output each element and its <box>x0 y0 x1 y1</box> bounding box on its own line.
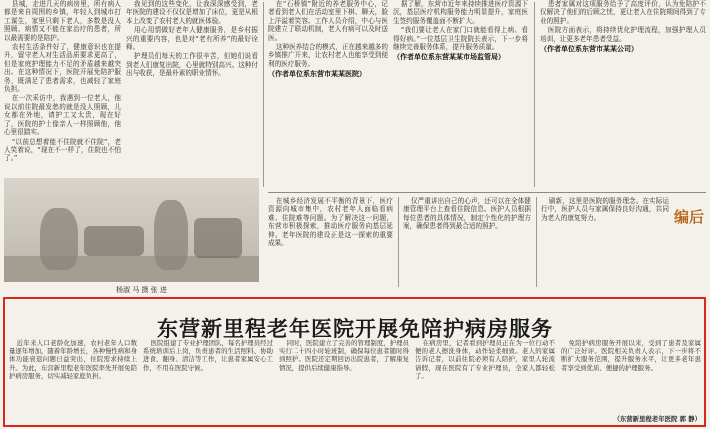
news-photo <box>4 178 259 282</box>
article-paragraph: 在城乡经济发展不平衡的背景下，医疗资源向城市集中，农村老年人面临看病难、住院难等问题。为了解决这一问题，东营市积极探索，推动医疗服务向基层延伸。老年医院的建设正是这一探索的重要成果。 <box>268 197 393 248</box>
feature-column <box>415 339 555 423</box>
feature-column <box>561 339 701 413</box>
article-paragraph: 医院方面表示，将持续优化护理流程，加强护理人员培训，让更多老年患者受益。 <box>540 26 706 43</box>
article-paragraph: “以前总想着能不住院就不住院”，老人笑着说，“现在不一样了，住院也不怕了。” <box>4 137 121 163</box>
article-paragraph: 患者家属对这项服务给予了高度评价，认为免陪护不仅解决了他们的后顾之忧，更让老人在住院期间得到了专业的照护。 <box>540 0 706 25</box>
author-credit: （作者单位系东营市某某医院） <box>268 70 366 79</box>
feature-column <box>143 339 273 423</box>
article-paragraph: 用心用情做好老年人健康服务，是乡村振兴的重要内容，也是对“老有所养”的最好诠释。 <box>126 26 258 52</box>
middle-column-c <box>541 197 669 289</box>
column-divider <box>534 2 535 187</box>
article-paragraph: 医院组建了专业护理团队，每名护理员经过系统培训后上岗，负责患者的生活照料、协助进食、翻身、清洁等工作，让患者家属安心工作，不用在医院守候。 <box>143 339 273 372</box>
article-paragraph: 县城，走进几天的病房里，所有病人都是来自周围的乡镇，年轻人到城市打工谋生，家里只剩下老人，多数是没人照顾、病情又不能在家治疗的患者，所以最需要的是陪护。 <box>4 0 121 42</box>
article-paragraph: 护理员们每天的工作很辛苦，但她们说看到老人们康复出院，心里就特别高兴。这种付出与收获，是最朴素的职业情怀。 <box>126 52 258 78</box>
article-column-4 <box>393 0 528 188</box>
article-paragraph: 在一次采访中，我遇到一位老人，他说以前住院最发愁的就是没人照顾，儿女都在外地，请护工又太贵，现在好了，医院的护士像亲人一样照顾他，他心里很踏实。 <box>4 94 121 137</box>
column-divider <box>263 2 264 187</box>
middle-column-b <box>403 197 531 289</box>
article-column-1 <box>4 0 121 176</box>
article-column-5 <box>540 0 706 188</box>
section-divider <box>268 192 706 193</box>
photo-caption: 杨淑 马 摄 张 进 <box>116 286 167 294</box>
author-credit: （作者单位系东营某某市场监管局） <box>393 53 505 62</box>
article-column-2 <box>126 0 258 176</box>
article-paragraph: 农村生活条件好了，健康意识也在提升，留守老人对生活品质要求更高了，但是家庭护理能力不足的矛盾越来越突出。在这种情况下，医院开展免陪护服务，既满足了患者需求，也减轻了家庭负担。 <box>4 43 121 94</box>
author-credit: （作者单位系东营市某某公司） <box>540 45 638 54</box>
column-divider <box>536 197 537 287</box>
editor-note-label: 编后 <box>673 208 704 226</box>
article-paragraph: 免陪护病房服务开展以来，受到了患者及家属的广泛好评。医院相关负责人表示，下一步将不断扩大服务范围，提升服务水平，让更多老年患者享受到优质、便捷的护理服务。 <box>561 339 701 372</box>
feature-credit: （东营新里程老年医院 郭 静） <box>613 415 701 423</box>
column-divider <box>398 197 399 287</box>
middle-column-a <box>268 197 393 289</box>
feature-headline: 东营新里程老年医院开展免陪护病房服务 <box>157 316 553 341</box>
article-paragraph: 在“石桥镇”附近的养老服务中心，记者看到老人们在活动室里下棋、聊天，脸上洋溢着笑容。工作人员介绍，中心与医院建立了联动机制，老人有病可以及时送医。 <box>268 0 388 42</box>
article-paragraph: 刷新，这里是医院的服务理念。在实际运行中，医护人员与家属保持良好沟通，共同为老人的康复努力。 <box>541 197 669 222</box>
article-paragraph: 据了解，东营市近年来持续推进医疗资源下沉，基层医疗机构服务能力明显提升，家庭医生签约服务覆盖面不断扩大。 <box>393 0 528 25</box>
article-paragraph: “我们要让老人在家门口就能看得上病、看得好病。”一位基层卫生院院长表示，下一步将继续完善服务体系，提升服务质量。 <box>393 26 528 52</box>
feature-column <box>279 339 409 423</box>
article-column-3 <box>268 0 388 188</box>
feature-column <box>9 339 137 423</box>
article-paragraph: 同时，医院建立了完善的管理制度，护理员实行二十四小时轮班制，确保每位患者随时得到照护。医院还定期回访出院患者，了解康复情况，提供后续健康指导。 <box>279 339 409 372</box>
article-paragraph: 我见到的这些变化，让我深深感受到，老年医院的建设不仅仅是增加了床位，更是从根本上改变了农村老人的就医体验。 <box>126 0 258 25</box>
article-paragraph: 在病房里，记者看到护理员正在为一位行动不便的老人擦洗身体，动作轻柔细致。老人的家属告诉记者，以前住院必须有人陪护，家里人轮流请假，现在医院有了专业护理员，全家人都轻松了。 <box>415 339 555 380</box>
article-paragraph: 仅严重讲出自己的心声，还可以在全体健康管理平台上查看住院信息。医护人员根据每位患者的具体情况，制定个性化的护理方案，确保患者得到最合适的照护。 <box>403 197 531 231</box>
article-paragraph: 这种医养结合的模式，正在越来越多的乡镇推广开来，让农村老人也能享受到便利的医疗服务。 <box>268 43 388 68</box>
article-paragraph: 近年来人口老龄化加速，农村老年人口数量逐年增加，随着年龄增长，各种慢性病和身体功能衰退问题日益突出，住院需求持续上升。为此，东营新里程老年医院率先开展免陪护病房服务，切实减轻家庭负担。 <box>9 339 137 380</box>
